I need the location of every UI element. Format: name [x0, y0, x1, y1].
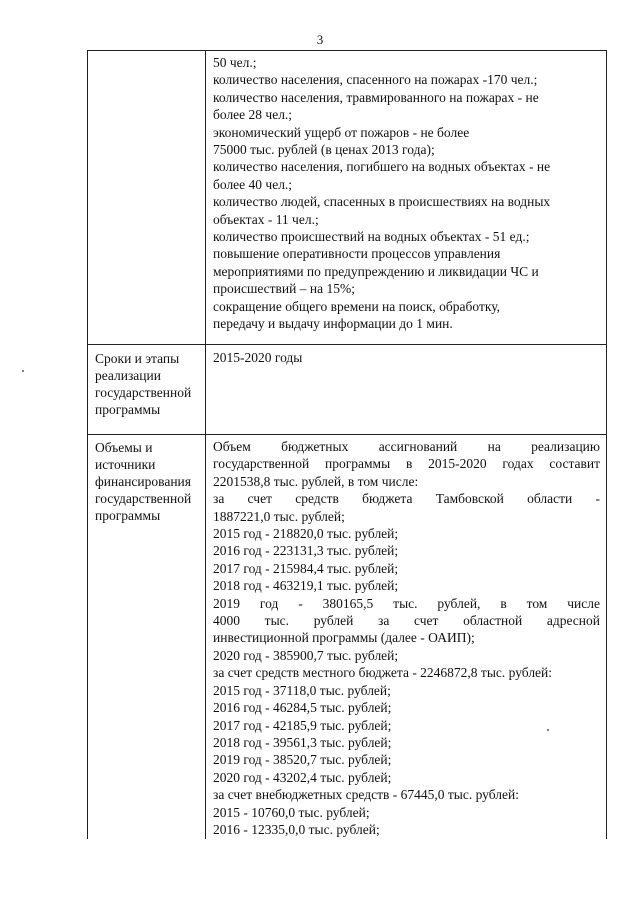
- text-line: 50 чел.;: [213, 55, 257, 70]
- text-line: 2018 год - 463219,1 тыс. рублей;: [213, 578, 399, 594]
- text-line: 2020 год - 43202,4 тыс. рублей;: [213, 769, 392, 785]
- text-line: повышение оперативности процессов управления: [213, 246, 501, 262]
- text-line: объектах - 11 чел.;: [213, 211, 319, 227]
- text-line: экономический ущерб от пожаров - не более: [213, 124, 470, 140]
- text-line: количество населения, травмированного на пожарах - не: [213, 89, 539, 105]
- row-label-empty: [88, 51, 206, 345]
- text-line: 2201538,8 тыс. рублей, в том числе:: [213, 473, 419, 489]
- text-line: 2016 год - 46284,5 тыс. рублей;: [213, 700, 392, 716]
- label-line: программы: [95, 402, 161, 417]
- label-line: программы: [95, 508, 161, 523]
- label-line: государственной: [95, 385, 192, 400]
- row-value-terms: [206, 345, 607, 435]
- table-row-indicators: [88, 51, 607, 345]
- label-line: государственной: [95, 491, 192, 506]
- row-value-financing: [206, 435, 607, 840]
- text-line: государственной программы в 2015-2020 годах составит: [213, 456, 600, 472]
- text-line: за счет средств местного бюджета - 2246872,8 тыс. рублей:: [213, 665, 553, 681]
- text-line: Объем бюджетных ассигнований на реализацию: [213, 439, 600, 454]
- text-line: 2015 год - 218820,0 тыс. рублей;: [213, 526, 399, 542]
- text-line: более 28 чел.;: [213, 107, 293, 123]
- table-row-terms: [88, 345, 607, 435]
- text-line: 2015 год - 37118,0 тыс. рублей;: [213, 682, 391, 698]
- text-line: количество людей, спасенных в происшествиях на водных: [213, 194, 551, 210]
- row-value-indicators: [206, 51, 607, 345]
- text-line: количество населения, спасенного на пожарах -170 чел.;: [213, 72, 538, 88]
- text-line: 2017 год - 42185,9 тыс. рублей;: [213, 717, 392, 733]
- passport-table: [87, 50, 607, 839]
- label-line: Объемы и: [95, 440, 153, 455]
- scan-speck: [22, 370, 24, 372]
- text-line: более 40 чел.;: [213, 176, 293, 192]
- label-line: источники: [95, 457, 156, 472]
- text-line: 75000 тыс. рублей (в ценах 2013 года);: [213, 142, 435, 158]
- text-line: 4000 тыс. рублей за счет областной адресной: [213, 613, 600, 629]
- text-line: 2020 год - 385900,7 тыс. рублей;: [213, 647, 399, 663]
- row-label-financing: [88, 435, 206, 840]
- text-line: 1887221,0 тыс. рублей;: [213, 508, 345, 524]
- text-line: инвестиционной программы (далее - ОАИП);: [213, 630, 475, 646]
- text-line: 2016 - 12335,0,0 тыс. рублей;: [213, 821, 380, 837]
- label-line: Сроки и этапы: [95, 351, 180, 366]
- text-line: за счет средств бюджета Тамбовской области -: [213, 491, 600, 507]
- text-line: за счет внебюджетных средств - 67445,0 тыс. рублей:: [213, 787, 519, 803]
- text-line: передачу и выдачу информации до 1 мин.: [213, 316, 453, 332]
- label-line: реализации: [95, 368, 161, 383]
- text-line: 2017 год - 215984,4 тыс. рублей;: [213, 560, 399, 576]
- text-line: 2015-2020 годы: [213, 350, 303, 365]
- text-line: мероприятиями по предупреждению и ликвидации ЧС и: [213, 263, 539, 279]
- scan-speck: [547, 729, 549, 731]
- text-line: количество происшествий на водных объектах - 51 ед.;: [213, 229, 530, 245]
- text-line: 2015 - 10760,0 тыс. рублей;: [213, 804, 370, 820]
- row-label-terms: [88, 345, 206, 435]
- text-line: количество населения, погибшего на водных объектах - не: [213, 159, 551, 175]
- page-number: 3: [316, 32, 324, 47]
- text-line: происшествий – на 15%;: [213, 281, 355, 297]
- text-line: 2019 год - 380165,5 тыс. рублей, в том числе: [213, 595, 600, 611]
- text-line: 2019 год - 38520,7 тыс. рублей;: [213, 752, 392, 768]
- text-line: 2016 год - 223131,3 тыс. рублей;: [213, 543, 399, 559]
- label-line: финансирования: [95, 474, 191, 489]
- table-row-financing: [88, 435, 607, 840]
- text-line: сокращение общего времени на поиск, обработку,: [213, 298, 500, 314]
- text-line: 2018 год - 39561,3 тыс. рублей;: [213, 734, 392, 750]
